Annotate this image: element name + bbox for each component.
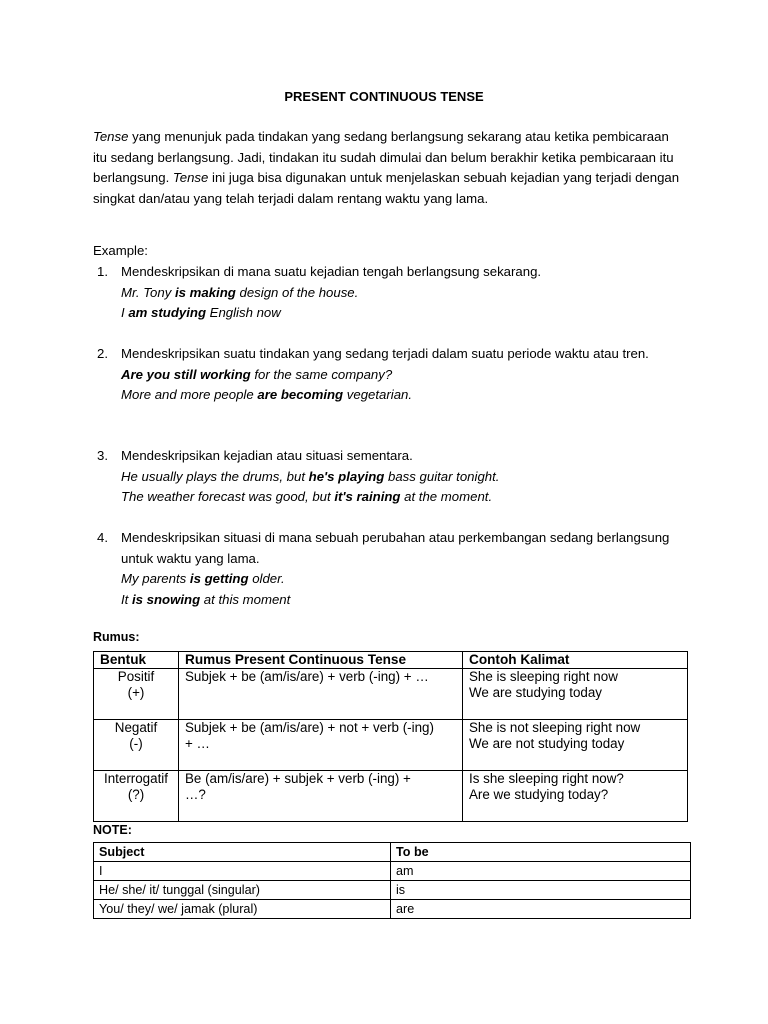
example-sentence: My parents is getting older.	[121, 571, 285, 586]
example-sentence: Mr. Tony is making design of the house.	[121, 284, 359, 300]
table-cell-to-be: is	[391, 881, 691, 900]
table-header-row	[94, 843, 691, 862]
intro-term-2: Tense	[172, 170, 209, 185]
table-header: Bentuk	[94, 652, 179, 669]
table-row	[94, 881, 691, 900]
table-row	[94, 669, 688, 720]
table-header: Subject	[94, 843, 391, 862]
example-sentence: Are you still working for the same company?	[121, 366, 393, 382]
table-row	[94, 900, 691, 919]
note-table	[93, 842, 691, 919]
example-description: Mendeskripsikan suatu tindakan yang sedang terjadi dalam suatu periode waktu atau tren.	[121, 346, 649, 361]
table-cell-subject: I	[94, 862, 391, 881]
example-number: 1.	[97, 264, 108, 279]
page-title: PRESENT CONTINUOUS TENSE	[284, 89, 484, 104]
example-description: Mendeskripsikan di mana suatu kejadian tengah berlangsung sekarang.	[121, 264, 542, 279]
example-label: Example:	[93, 243, 148, 258]
example-sentence: He usually plays the drums, but he's playing bass guitar tonight.	[121, 468, 500, 484]
table-cell-contoh: Is she sleeping right now? Are we studying today?	[463, 771, 688, 822]
intro-term-1: Tense	[93, 129, 129, 144]
example-number: 2.	[97, 346, 108, 361]
table-cell-bentuk: Negatif (-)	[94, 720, 179, 771]
table-cell-subject: You/ they/ we/ jamak (plural)	[94, 900, 391, 919]
table-cell-rumus: Be (am/is/are) + subjek + verb (-ing) + …?	[179, 771, 463, 822]
table-cell-rumus: Subjek + be (am/is/are) + verb (-ing) + …	[179, 669, 463, 720]
table-cell-contoh: She is sleeping right now We are studying today	[463, 669, 688, 720]
table-cell-bentuk: Interrogatif (?)	[94, 771, 179, 822]
example-sentence: More and more people are becoming vegetarian.	[121, 387, 413, 402]
table-row	[94, 771, 688, 822]
example-number: 3.	[97, 448, 108, 463]
table-cell-to-be: are	[391, 900, 691, 919]
table-header: To be	[391, 843, 691, 862]
table-cell-to-be: am	[391, 862, 691, 881]
table-cell-contoh: She is not sleeping right now We are not studying today	[463, 720, 688, 771]
table-cell-subject: He/ she/ it/ tunggal (singular)	[94, 881, 391, 900]
table-header: Rumus Present Continuous Tense	[179, 652, 463, 669]
table-header: Contoh Kalimat	[463, 652, 688, 669]
example-description: Mendeskripsikan kejadian atau situasi sementara.	[121, 448, 413, 463]
rumus-label: Rumus:	[93, 630, 140, 644]
table-row	[94, 862, 691, 881]
intro-text-1: yang menunjuk pada tindakan yang sedang berlangsung sekarang atau ketika pembicaraan itu sedang berlangsung. Jadi, tindakan itu sudah dimulai dan belum berakhir ketika pembicaraan itu berlangsung.	[93, 129, 674, 185]
table-row	[94, 720, 688, 771]
example-description: Mendeskripsikan situasi di mana sebuah perubahan atau perkembangan sedang berlangsung untuk waktu yang lama.	[121, 530, 670, 566]
example-sentence: It is snowing at this moment	[121, 591, 291, 607]
table-cell-rumus: Subjek + be (am/is/are) + not + verb (-ing) + …	[179, 720, 463, 771]
note-label: NOTE:	[93, 823, 132, 837]
example-sentence: I am studying English now	[121, 305, 281, 320]
table-header-row	[94, 652, 688, 669]
example-number: 4.	[97, 530, 108, 545]
table-cell-bentuk: Positif (+)	[94, 669, 179, 720]
rumus-table	[93, 651, 688, 822]
example-sentence: The weather forecast was good, but it's raining at the moment.	[121, 489, 493, 504]
intro-paragraph	[93, 127, 683, 209]
intro-text-2: ini juga bisa digunakan untuk menjelaskan sebuah kejadian yang terjadi dengan singkat dan/atau yang telah terjadi dalam rentang waktu yang lama.	[93, 170, 680, 206]
